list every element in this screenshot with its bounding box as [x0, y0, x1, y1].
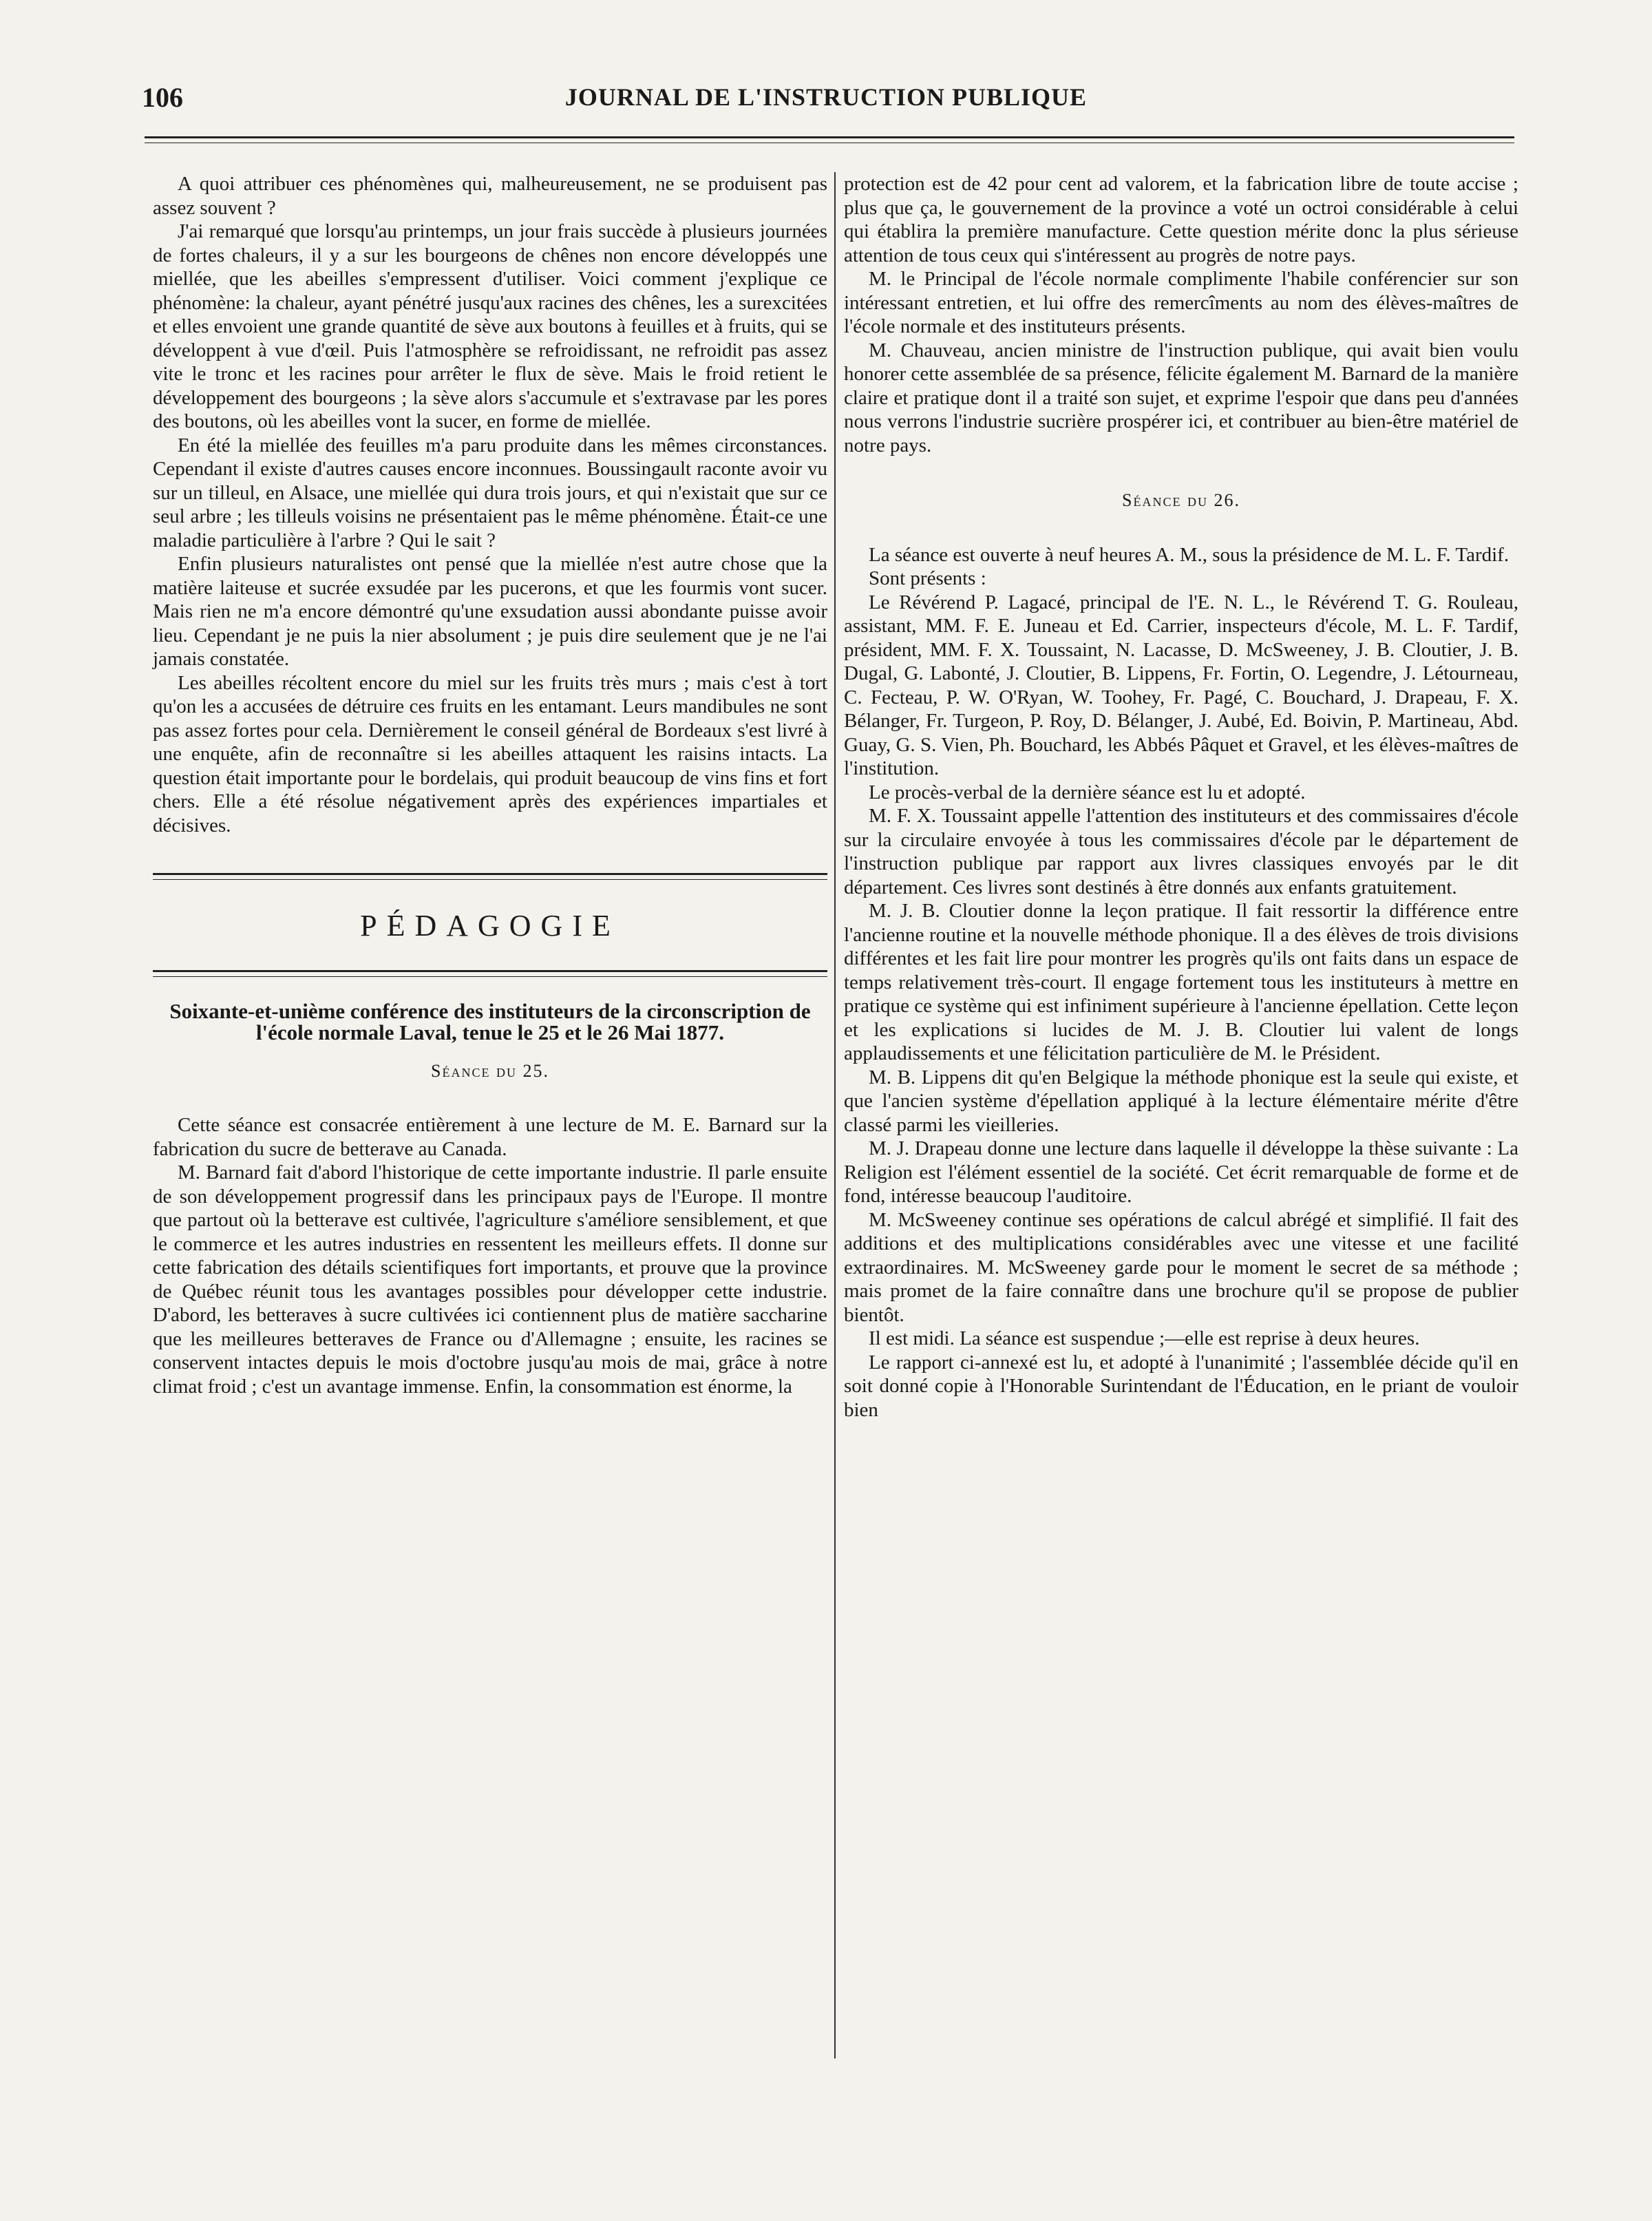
- body-paragraph: M. McSweeney continue ses opérations de calcul abrégé et simplifié. Il fait des additions et des multiplications considérables avec une vitesse et une facilité extraordinaires. M. McSweeney garde pour le moment le secret de sa méthode ; mais promet de la faire connaître dans une brochure qu'il se propose de publier bientôt.: [844, 1208, 1518, 1326]
- body-paragraph: M. le Principal de l'école normale complimente l'habile conférencier sur son intéressant entretien, et lui offre des remercîments au nom des élèves-maîtres de l'école normale et des instituteurs présents.: [844, 268, 1518, 337]
- body-paragraph: M. F. X. Toussaint appelle l'attention des instituteurs et des commissaires d'école sur la circulaire envoyée à tous les commissaires d'école par le département de l'instruction publique par rapport aux livres classiques envoyés par le dit département. Ces livres sont destinés à être donnés aux enfants gratuitement.: [844, 805, 1518, 898]
- body-paragraph: M. B. Lippens dit qu'en Belgique la méthode phonique est la seule qui existe, et que l'ancien système d'épellation appliqué à la lecture élémentaire mérite d'être classé parmi les vieilleries.: [844, 1066, 1518, 1136]
- body-paragraph: Les abeilles récoltent encore du miel sur les fruits très murs ; mais c'est à tort qu'on les a accusées de détruire ces fruits en les entamant. Leurs mandibules ne sont pas assez fortes pour cela. Dernièrement le conseil général de Bordeaux s'est livré à une enquête, afin de reconnaître si les abeilles attaquent les raisins intacts. La question était importante pour le bordelais, qui produit beaucoup de vins fins et fort chers. Elle a été résolue négativement après des expériences impartiales et décisives.: [153, 671, 827, 836]
- right-column: [844, 172, 1518, 1422]
- journal-title: JOURNAL DE L'INSTRUCTION PUBLIQUE: [564, 83, 1088, 111]
- body-paragraph: Il est midi. La séance est suspendue ;—elle est reprise à deux heures.: [869, 1327, 1420, 1349]
- column-divider: [834, 172, 836, 2059]
- body-paragraph: Le Révérend P. Lagacé, principal de l'E. N. L., le Révérend T. G. Rouleau, assistant, MM. F. E. Juneau et Ed. Carrier, inspecteurs d'école, M. L. F. Tardif, président, MM. F. X. Toussaint, N. Lacasse, D. McSweeney, J. B. Cloutier, J. B. Dugal, G. Labonté, J. Cloutier, B. Lippens, Fr. Fortin, O. Legendre, J. Létourneau, C. Fecteau, P. W. O'Ryan, W. Toohey, Fr. Pagé, C. Bouchard, J. Drapeau, F. X. Bélanger, Fr. Turgeon, P. Roy, D. Bélanger, J. Aubé, Ed. Boivin, P. Martineau, Abd. Guay, G. S. Vien, Ph. Bouchard, les Abbés Pâquet et Gravel, et les élèves-maîtres de l'institution.: [844, 591, 1518, 779]
- body-paragraph: J'ai remarqué que lorsqu'au printemps, un jour frais succède à plusieurs journées de fortes chaleurs, il y a sur les bourgeons de chênes non encore développés une miellée, que les abeilles s'empressent d'utiliser. Voici comment j'explique ce phénomène: la chaleur, ayant pénétré jusqu'aux racines des chênes, les a surexcitées et elles envoient une grande quantité de sève aux boutons à feuilles et à fruits, qui se développent à vue d'œil. Puis l'atmosphère se refroidissant, ne refroidit pas assez vite le tronc et les racines pour arrêter le flux de sève. Mais le froid retient le développement des bourgeons ; la sève alors s'accumule et s'extravase par les pores des boutons, où les abeilles vont la sucer, en forme de miellée.: [153, 220, 827, 432]
- left-column: [153, 172, 827, 1398]
- body-paragraph: La séance est ouverte à neuf heures A. M., sous la présidence de M. L. F. Tardif.: [869, 543, 1510, 566]
- body-paragraph: M. J. B. Cloutier donne la leçon pratique. Il fait ressortir la différence entre l'ancienne routine et la nouvelle méthode phonique. Il a des élèves de trois divisions différentes et les fait lire pour montrer les progrès qu'ils ont faits dans un espace de temps relativement très-court. Il engage fortement tous les instituteurs à mettre en pratique ce système qui est infiniment supérieure à l'ancienne épellation. Cette leçon et les explications si lucides de M. J. B. Cloutier lui valent de longs applaudissements et une félicitation particulière de M. le Président.: [844, 900, 1518, 1064]
- body-paragraph: Cette séance est consacrée entièrement à une lecture de M. E. Barnard sur la fabrication du sucre de betterave au Canada.: [153, 1114, 827, 1160]
- section-rule-top: [153, 873, 827, 880]
- section-rule-bottom: [153, 970, 827, 977]
- body-paragraph: A quoi attribuer ces phénomènes qui, malheureusement, ne se produisent pas assez souvent ?: [153, 173, 827, 219]
- section-title: PÉDAGOGIE: [360, 909, 620, 943]
- body-paragraph: M. Chauveau, ancien ministre de l'instruction publique, qui avait bien voulu honorer cette assemblée de sa présence, félicite également M. Barnard de la manière claire et pratique dont il a traité son sujet, et exprime l'espoir que dans peu d'années nous verrons l'industrie sucrière prospérer ici, et contribuer au bien-être matériel de notre pays.: [844, 339, 1518, 456]
- seance-heading-26: Séance du 26.: [1122, 490, 1240, 510]
- body-paragraph-continued: protection est de 42 pour cent ad valorem, et la fabrication libre de toute accise ; plus que ça, le gouvernement de la province a voté un octroi considérable à celui qui établira la première manufacture. Cette question mérite donc la plus sérieuse attention de tous ceux qui s'intéressent au progrès de notre pays.: [844, 173, 1518, 266]
- body-paragraph: M. Barnard fait d'abord l'historique de cette importante industrie. Il parle ensuite de son développement progressif dans les principaux pays de l'Europe. Il montre que partout où la betterave est cultivée, l'agriculture s'améliore sensiblement, et que le commerce et les autres industries en ressentent les meilleurs effets. Il donne sur cette fabrication des détails scientifiques fort importants, et prouve que la province de Québec réunit tous les avantages possibles pour développer cette industrie. D'abord, les betteraves à sucre cultivées ici contiennent plus de matière saccharine que les meilleures betteraves de France ou d'Allemagne ; ensuite, les racines se conservent intactes depuis le mois d'octobre jusqu'au mois de mai, grâce à notre climat froid ; c'est un avantage immense. Enfin, la consommation est énorme, la: [153, 1161, 827, 1398]
- conference-title: Soixante-et-unième conférence des instituteurs de la circonscription de l'école normale Laval, tenue le 25 et le 26 Mai 1877.: [169, 998, 811, 1044]
- running-head: [138, 81, 1514, 123]
- body-paragraph: Le rapport ci-annexé est lu, et adopté à l'unanimité ; l'assemblée décide qu'il en soit donné copie à l'Honorable Surintendant de l'Éducation, en le priant de vouloir bien: [844, 1351, 1518, 1421]
- body-paragraph: Sont présents :: [869, 567, 986, 589]
- seance-heading-25: Séance du 25.: [431, 1060, 549, 1081]
- header-rule: [145, 136, 1514, 143]
- body-paragraph: Le procès-verbal de la dernière séance est lu et adopté.: [869, 781, 1306, 803]
- body-paragraph: En été la miellée des feuilles m'a paru produite dans les mêmes circonstances. Cependant il existe d'autres causes encore inconnues. Boussingault raconte avoir vu sur un tilleul, en Alsace, une miellée qui dura trois jours, et qui n'existait que sur ce seul arbre ; les tilleuls voisins ne présentaient pas le même phénomène. Était-ce une maladie particulière à l'arbre ? Qui le sait ?: [153, 434, 827, 551]
- body-paragraph: Enfin plusieurs naturalistes ont pensé que la miellée n'est autre chose que la matière laiteuse et sucrée exsudée par les pucerons, et que les fourmis vont sucer. Mais rien ne m'a encore démontré qu'une exsudation aussi abondante puisse avoir lieu. Cependant je ne puis la nier absolument ; je puis dire seulement que je ne l'ai jamais constatée.: [153, 553, 827, 670]
- body-paragraph: M. J. Drapeau donne une lecture dans laquelle il développe la thèse suivante : La Religion est l'élément essentiel de la société. Cet écrit remarquable de forme et de fond, intéresse beaucoup l'auditoire.: [844, 1137, 1518, 1207]
- page-number: 106: [142, 82, 183, 113]
